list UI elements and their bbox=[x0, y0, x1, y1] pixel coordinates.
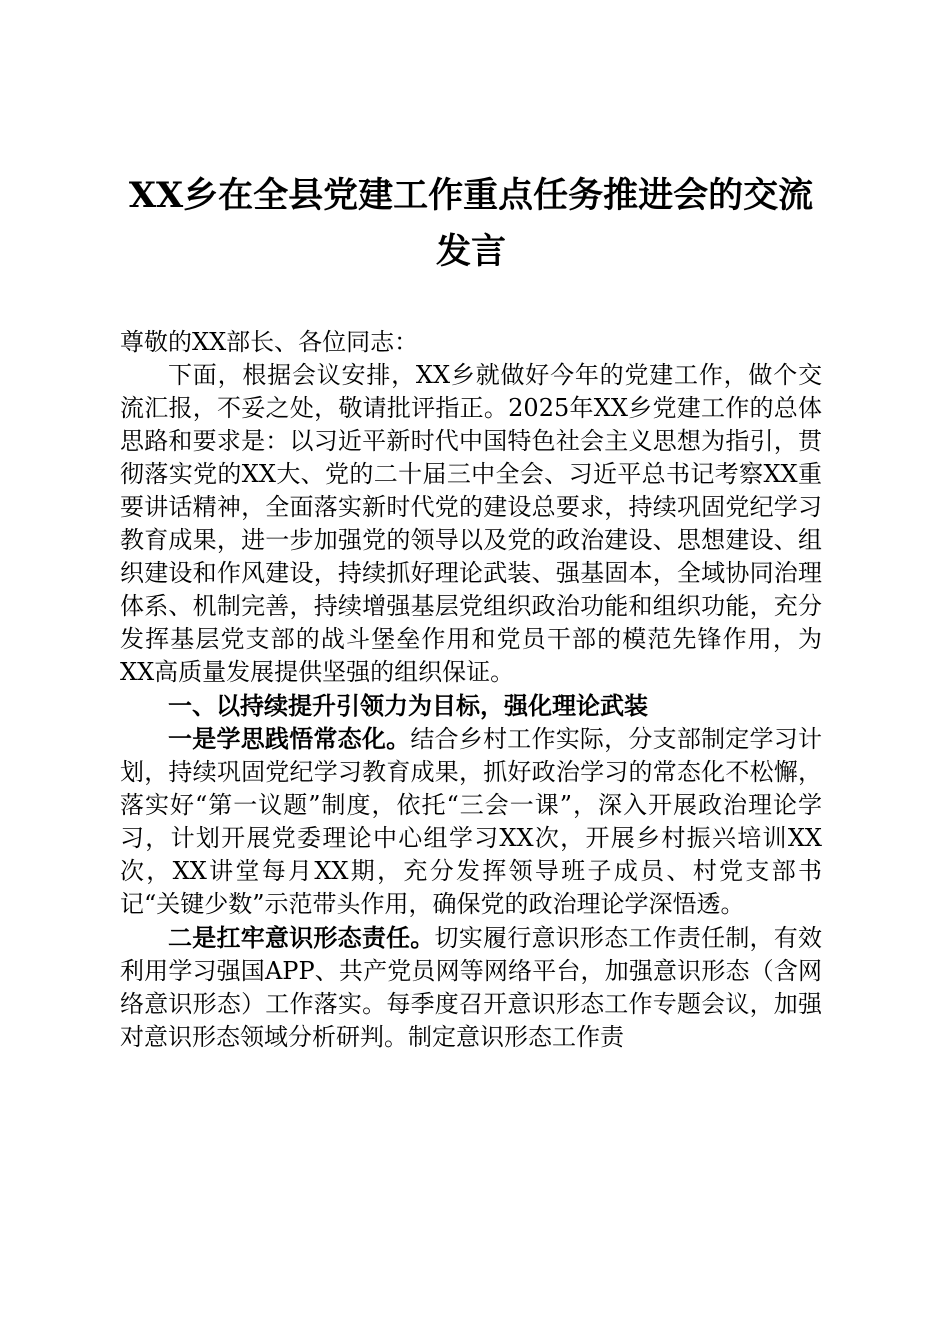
title-line-2: 发言 bbox=[435, 231, 506, 272]
item-2-lead: 二是扛牢意识形态责任。 bbox=[168, 923, 435, 952]
item-1-text: 结合乡村工作实际，分支部制定学习计划，持续巩固党纪学习教育成果，抓好政治学习的常态化不松懈，落实好“第一议题”制度，依托“三会一课”，深入开展政治理论学习，计划开展党委理论中心组学习XX次，开展乡村振兴培训XX次，XX讲堂每月XX期，充分发挥领导班子成员、村党支部书记“关键少数”示范带头作用，确保党的政治理论学深悟透。 bbox=[120, 725, 823, 918]
intro-paragraph: 下面，根据会议安排，XX乡就做好今年的党建工作，做个交流汇报，不妥之处，敬请批评指正。2025年XX乡党建工作的总体思路和要求是：以习近平新时代中国特色社会主义思想为指引，贯彻落实党的XX大、党的二十届三中全会、习近平总书记考察XX重要讲话精神，全面落实新时代党的建设总要求，持续巩固党纪学习教育成果，进一步加强党的领导以及党的政治建设、思想建设、组织建设和作风建设，持续抓好理论武装、强基固本，全域协同治理体系、机制完善，持续增强基层党组织政治功能和组织功能，充分发挥基层党支部的战斗堡垒作用和党员干部的模范先锋作用，为XX高质量发展提供坚强的组织保证。 bbox=[120, 361, 822, 686]
item-2-text: 切实履行意识形态工作责任制，有效利用学习强国APP、共产党员网等网络平台，加强意识形态（含网络意识形态）工作落实。每季度召开意识形态工作专题会议，加强对意识形态领域分析研判。制定意识形态工作责 bbox=[120, 924, 823, 1051]
document-page bbox=[120, 168, 822, 1054]
section-1-heading: 一、以持续提升引领力为目标，强化理论武装 bbox=[168, 691, 648, 720]
item-1-lead: 一是学思践悟常态化。 bbox=[168, 724, 411, 753]
title-line-1: XX乡在全县党建工作重点任务推进会的交流 bbox=[128, 175, 814, 216]
salutation: 尊敬的XX部长、各位同志： bbox=[120, 328, 419, 356]
item-1-paragraph bbox=[120, 722, 822, 921]
item-2-paragraph bbox=[120, 921, 822, 1054]
document-title bbox=[120, 168, 822, 280]
